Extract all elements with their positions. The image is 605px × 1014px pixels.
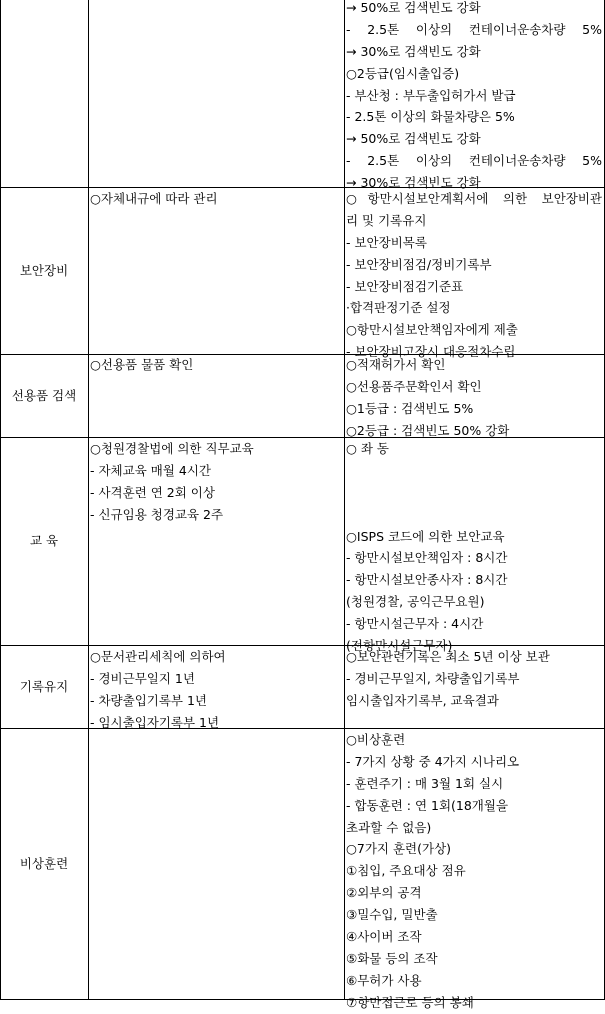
proposed-measure-line: - 2.5톤 이상의 화물차량은 5% [346, 109, 515, 125]
current-measures-cell [90, 354, 342, 376]
proposed-measures-cell [346, 0, 602, 194]
proposed-measure-line: ○7가지 훈련(가상) [346, 841, 452, 857]
proposed-measures-cell [346, 646, 602, 712]
current-measure-line: ○자체내규에 따라 관리 [90, 191, 218, 206]
proposed-measure-line: ④사이버 조작 [346, 929, 422, 945]
category-label: 비상훈련 [19, 856, 69, 871]
current-measure-line: ○선용품 물품 확인 [90, 357, 194, 372]
current-measures-cell [90, 188, 342, 210]
proposed-measure-line: - 경비근무일지, 차량출입기록부 [346, 670, 520, 686]
proposed-measure-line: ①침입, 주요대상 점유 [346, 863, 466, 879]
proposed-measure-line: ○항만시설보안책임자에게 제출 [346, 322, 518, 338]
current-measure-line: - 임시출입자기록부 1년 [90, 714, 220, 730]
proposed-measure-line: ②외부의 공격 [346, 885, 422, 901]
proposed-measure-line: - 항만시설보안종사자 : 8시간 [346, 572, 508, 588]
proposed-measure-line [346, 482, 602, 504]
proposed-measure-line: - 7가지 상황 중 4가지 시나리오 [346, 753, 520, 769]
proposed-measures-cell [346, 729, 602, 1014]
proposed-measure-line: - 부산청 : 부두출입허가서 발급 [346, 87, 516, 103]
proposed-measure-line: ○2등급 : 검색빈도 50% 강화 [346, 422, 510, 438]
proposed-measure-line: ⑥무허가 사용 [346, 972, 422, 988]
column-border [88, 0, 89, 1000]
proposed-measures-cell [346, 438, 602, 657]
proposed-measure-line: (전항만시설근무자) [346, 638, 453, 654]
proposed-measure-line [346, 504, 602, 526]
proposed-measure-line: (청원경찰, 공익근무요원) [346, 594, 485, 610]
proposed-measure-line: - 합동훈련 : 연 1회(18개월을 [346, 797, 509, 813]
proposed-measure-line: ○선용품주문확인서 확인 [346, 378, 482, 394]
proposed-measure-line: → 30%로 검색빈도 강화 [346, 175, 481, 191]
current-measure-line: - 경비근무일지 1년 [90, 670, 195, 686]
proposed-measure-line: - 항만시설보안책임자 : 8시간 [346, 550, 508, 566]
proposed-measure-line: ○1등급 : 검색빈도 5% [346, 400, 474, 416]
column-border [344, 0, 345, 1000]
category-label: 기록유지 [19, 678, 69, 694]
proposed-measure-line: - 2.5톤 이상의 컨테이너운송차량 5% [346, 153, 602, 169]
proposed-measure-line: ○적재허가서 확인 [346, 357, 446, 372]
proposed-measure-line: ⑦항만접근로 등의 봉쇄 [346, 994, 474, 1010]
proposed-measure-line: ③밀수입, 밀반출 [346, 907, 438, 923]
proposed-measure-line: - 보안장비목록 [346, 234, 427, 250]
proposed-measure-line: - 훈련주기 : 매 3월 1회 실시 [346, 775, 504, 791]
proposed-measure-line: - 항만시설근무자 : 4시간 [346, 616, 484, 632]
proposed-measures-cell [346, 354, 602, 442]
proposed-measure-line: 초과할 수 없음) [346, 819, 432, 835]
category-label: 보안장비 [19, 262, 69, 278]
proposed-measure-line: → 50%로 검색빈도 강화 [346, 0, 481, 15]
proposed-measure-line: ⑤화물 등의 조작 [346, 950, 438, 966]
proposed-measure-line: ○비상훈련 [346, 732, 406, 747]
proposed-measure-line: ○보안관련기록은 최소 5년 이상 보관 [346, 649, 550, 664]
current-measure-line: ○문서관리세칙에 의하여 [90, 649, 226, 664]
proposed-measure-line: 임시출입자기록부, 교육결과 [346, 692, 499, 708]
proposed-measure-line: → 50%로 검색빈도 강화 [346, 131, 481, 147]
proposed-measure-line: - 2.5톤 이상의 컨테이너운송차량 5% [346, 21, 602, 37]
proposed-measure-line [346, 460, 602, 482]
proposed-measure-line: - 보안장비점검기준표 [346, 278, 464, 294]
category-label: 교 육 [29, 533, 59, 548]
current-measure-line: - 차량출입기록부 1년 [90, 692, 208, 708]
category-label: 선용품 검색 [11, 387, 77, 403]
proposed-measure-line: ○2등급(임시출입증) [346, 65, 460, 81]
proposed-measure-line: ·합격판정기준 설정 [346, 300, 451, 316]
current-measures-cell [90, 646, 342, 734]
proposed-measure-line: ○항만시설보안계획서에 의한 보안장비관 [346, 191, 602, 206]
current-measure-line: - 사격훈련 연 2회 이상 [90, 484, 215, 500]
column-border [0, 0, 1, 1000]
proposed-measure-line: ○ 좌 동 [346, 441, 390, 456]
current-measure-line: - 자체교육 매월 4시간 [90, 462, 211, 478]
proposed-measure-line: 리 및 기록유지 [346, 212, 427, 228]
current-measures-cell [90, 438, 342, 526]
proposed-measures-cell [346, 188, 602, 363]
proposed-measure-line: → 30%로 검색빈도 강화 [346, 43, 481, 59]
proposed-measure-line: - 보안장비고장시 대응절차수립 [346, 344, 516, 360]
proposed-measure-line: ○ISPS 코드에 의한 보안교육 [346, 528, 505, 544]
current-measure-line: - 신규임용 청경교육 2주 [90, 506, 224, 522]
proposed-measure-line: - 보안장비점검/정비기록부 [346, 256, 492, 272]
current-measure-line: ○청원경찰법에 의한 직무교육 [90, 441, 254, 456]
